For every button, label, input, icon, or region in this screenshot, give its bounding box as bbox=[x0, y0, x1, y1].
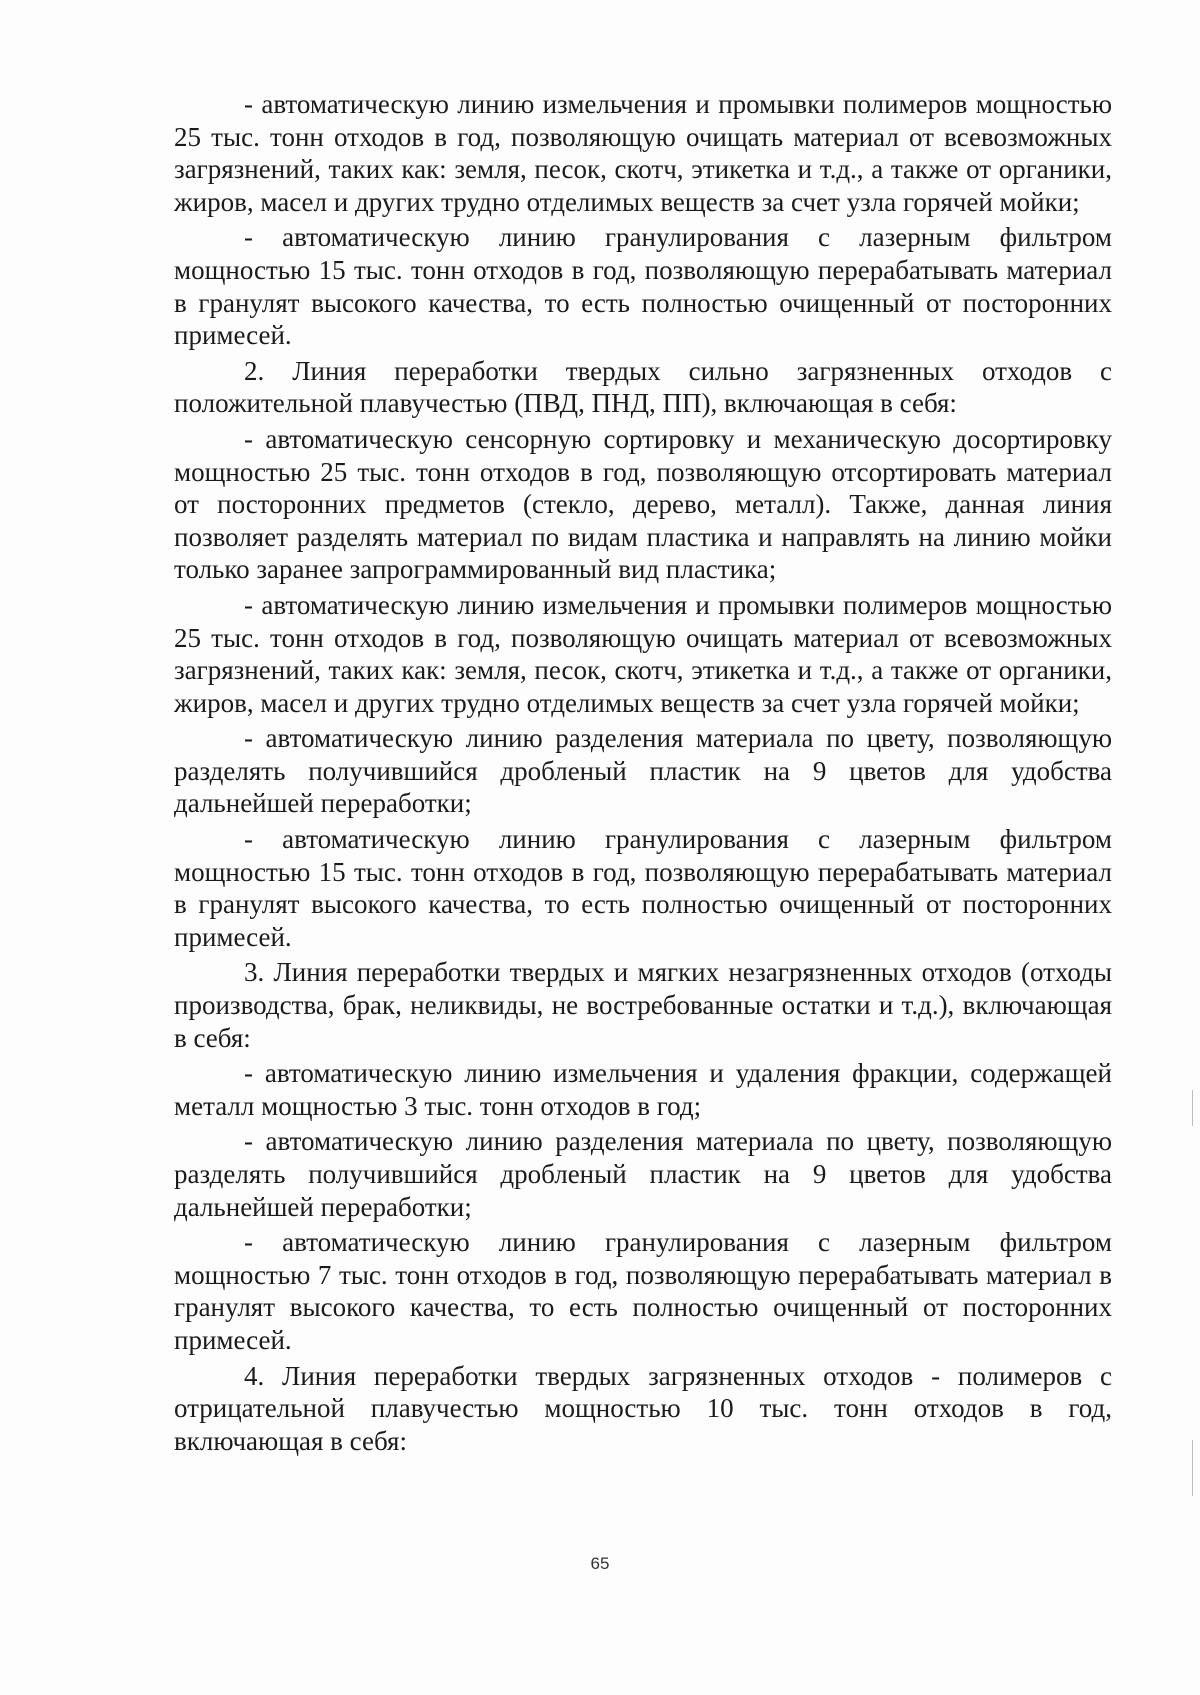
paragraph-wash-line-1: - автоматическую линию измельчения и промывки полимеров мощностью 25 тыс. тонн отходов в год, позволяющую очищать материал от всевозможных загрязнений, таких как: земля, песок, скотч, этикетка и т.д., а также от органики, жиров, масел и других трудно отделимых веществ за счет узла горячей мойки; bbox=[174, 89, 1112, 217]
paragraph-wash-line-2: - автоматическую линию измельчения и промывки полимеров мощностью 25 тыс. тонн отходов в год, позволяющую очищать материал от всевозможных загрязнений, таких как: земля, песок, скотч, этикетка и т.д., а также от органики, жиров, масел и других трудно отделимых веществ за счет узла горячей мойки; bbox=[174, 589, 1112, 718]
paragraph-section-2: 2. Линия переработки твердых сильно загрязненных отходов с положительной плавучестью (ПВД, ПНД, ПП), включающая в себя: bbox=[174, 355, 1112, 419]
paragraph-sensor-sorting: - автоматическую сенсорную сортировку и механическую досортировку мощностью 25 тыс. тонн отходов в год, позволяющую отсортировать материал от посторонних предметов (стекло, дерево, металл). Также, данная линия позволяет разделять материал по видам пластика и направлять на линию мойки только заранее запрограммированный вид пластика; bbox=[174, 423, 1112, 585]
paragraph-granulation-line-3: - автоматическую линию гранулирования с лазерным фильтром мощностью 7 тыс. тонн отходов в год, позволяющую перерабатывать материал в гранулят высокого качества, то есть полностью очищенный от посторонних примесей. bbox=[174, 1227, 1112, 1355]
paragraph-granulation-line-1: - автоматическую линию гранулирования с лазерным фильтром мощностью 15 тыс. тонн отходов в год, позволяющую перерабатывать материал в гранулят высокого качества, то есть полностью очищенный от посторонних примесей. bbox=[174, 222, 1112, 351]
paragraph-metal-removal: - автоматическую линию измельчения и удаления фракции, содержащей металл мощностью 3 тыс. тонн отходов в год; bbox=[174, 1058, 1112, 1121]
scan-edge-mark bbox=[1192, 1090, 1193, 1126]
paragraph-color-separation-2: - автоматическую линию разделения материала по цвету, позволяющую разделять получившийся дробленый пластик на 9 цветов для удобства дальнейшей переработки; bbox=[174, 1126, 1112, 1222]
paragraph-color-separation-1: - автоматическую линию разделения материала по цвету, позволяющую разделять получившийся дробленый пластик на 9 цветов для удобства дальнейшей переработки; bbox=[174, 723, 1112, 819]
page-number: 65 bbox=[590, 1554, 610, 1573]
paragraph-granulation-line-2: - автоматическую линию гранулирования с лазерным фильтром мощностью 15 тыс. тонн отходов в год, позволяющую перерабатывать материал в гранулят высокого качества, то есть полностью очищенный от посторонних примесей. bbox=[174, 824, 1112, 952]
document-body bbox=[174, 88, 1112, 1460]
paragraph-section-4: 4. Линия переработки твердых загрязненных отходов - полимеров с отрицательной плавучестью мощностью 10 тыс. тонн отходов в год, включающая в себя: bbox=[174, 1360, 1112, 1456]
paragraph-section-3: 3. Линия переработки твердых и мягких незагрязненных отходов (отходы производства, брак, неликвиды, не востребованные остатки и т.д.), включающая в себя: bbox=[174, 957, 1112, 1053]
scan-edge-mark bbox=[1192, 1440, 1193, 1496]
